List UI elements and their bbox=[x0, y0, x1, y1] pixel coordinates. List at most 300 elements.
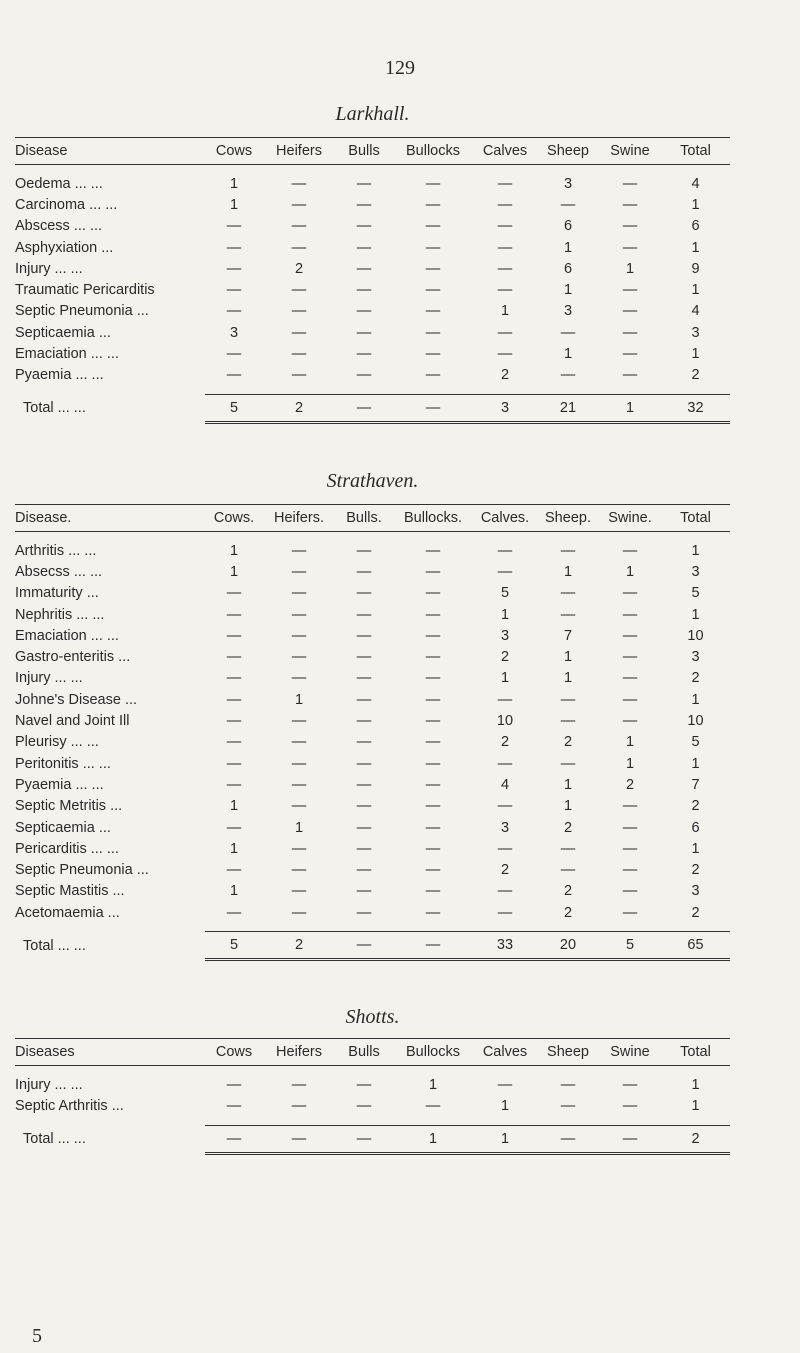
disease-name: Septic Pneumonia ... bbox=[15, 303, 149, 320]
disease-name: Pericarditis ... ... bbox=[15, 840, 119, 857]
cell-value: 10 bbox=[687, 627, 704, 644]
page-number: 129 bbox=[385, 57, 415, 79]
table-row bbox=[15, 881, 730, 902]
cell-value: — bbox=[291, 1076, 307, 1093]
cell-value: — bbox=[226, 239, 242, 256]
cell-value: 6 bbox=[563, 260, 573, 277]
cell-value: — bbox=[356, 649, 372, 666]
cell-value: — bbox=[226, 1097, 242, 1114]
cell-value: — bbox=[226, 776, 242, 793]
cell-value: — bbox=[226, 1076, 242, 1093]
cell-value: — bbox=[622, 1097, 638, 1114]
cell-value: — bbox=[425, 260, 441, 277]
cell-value: — bbox=[497, 218, 513, 235]
table-row bbox=[15, 301, 730, 322]
cell-value: — bbox=[356, 776, 372, 793]
cell-value: — bbox=[425, 670, 441, 687]
cell-value: 1 bbox=[294, 819, 304, 836]
cell-value: — bbox=[226, 218, 242, 235]
cell-value: — bbox=[622, 367, 638, 384]
total-value: — bbox=[599, 1125, 661, 1153]
spacer-cell bbox=[15, 923, 730, 932]
cell-value: — bbox=[425, 776, 441, 793]
header-column: Sheep bbox=[537, 138, 599, 165]
cell-value: 2 bbox=[691, 798, 700, 815]
total-value: — bbox=[335, 1125, 393, 1153]
cell-value: — bbox=[622, 627, 638, 644]
cell-value: — bbox=[560, 713, 576, 730]
cell-value: — bbox=[425, 542, 441, 559]
cell-value: — bbox=[497, 282, 513, 299]
total-value: 21 bbox=[537, 394, 599, 422]
cell-value: 3 bbox=[691, 883, 700, 900]
table-row bbox=[15, 322, 730, 343]
cell-value: 7 bbox=[691, 776, 700, 793]
cell-value: 4 bbox=[500, 776, 510, 793]
cell-value: — bbox=[622, 585, 638, 602]
cell-value: — bbox=[560, 196, 576, 213]
table-row bbox=[15, 838, 730, 859]
disease-name: Pyaemia ... ... bbox=[15, 367, 104, 384]
strathaven-section bbox=[15, 470, 730, 961]
cell-value: — bbox=[425, 840, 441, 857]
header-column: Swine bbox=[599, 138, 661, 165]
header-column: Bulls. bbox=[335, 505, 393, 532]
cell-value: — bbox=[226, 755, 242, 772]
spacer-cell bbox=[15, 1117, 730, 1126]
cell-value: 2 bbox=[563, 883, 573, 900]
cell-value: 3 bbox=[229, 324, 239, 341]
header-column: Total bbox=[661, 138, 730, 165]
cell-value: — bbox=[356, 542, 372, 559]
cell-value: — bbox=[226, 303, 242, 320]
cell-value: — bbox=[356, 606, 372, 623]
cell-value: — bbox=[291, 734, 307, 751]
total-label: Total ... ... bbox=[23, 1131, 86, 1148]
total-value: — bbox=[335, 932, 393, 960]
cell-value: — bbox=[622, 819, 638, 836]
disease-name: Peritonitis ... ... bbox=[15, 755, 111, 772]
cell-value: 9 bbox=[691, 260, 700, 277]
cell-value: 10 bbox=[496, 713, 514, 730]
cell-value: 1 bbox=[229, 196, 239, 213]
disease-name: Navel and Joint Ill bbox=[15, 713, 130, 730]
cell-value: — bbox=[622, 1076, 638, 1093]
table-row bbox=[15, 165, 730, 195]
cell-value: — bbox=[226, 734, 242, 751]
header-column: Heifers bbox=[263, 138, 335, 165]
header-column: Cows bbox=[205, 138, 263, 165]
disease-name: Septic Mastitis ... bbox=[15, 883, 125, 900]
cell-value: 1 bbox=[500, 1097, 510, 1114]
table-title: Larkhall. bbox=[335, 103, 410, 125]
cell-value: 2 bbox=[563, 734, 573, 751]
cell-value: — bbox=[622, 196, 638, 213]
header-column: Heifers. bbox=[263, 505, 335, 532]
cell-value: — bbox=[622, 713, 638, 730]
total-row bbox=[15, 932, 730, 960]
table-row bbox=[15, 689, 730, 710]
disease-name: Absecss ... ... bbox=[15, 563, 103, 580]
total-value: — bbox=[393, 394, 473, 422]
cell-value: — bbox=[622, 862, 638, 879]
cell-value: — bbox=[425, 218, 441, 235]
cell-value: — bbox=[622, 798, 638, 815]
cell-value: — bbox=[425, 798, 441, 815]
shotts-section bbox=[15, 1006, 730, 1155]
cell-value: 3 bbox=[500, 627, 510, 644]
disease-name: Septic Arthritis ... bbox=[15, 1097, 124, 1114]
table-row bbox=[15, 732, 730, 753]
cell-value: 2 bbox=[500, 649, 510, 666]
cell-value: 2 bbox=[294, 260, 304, 277]
cell-value: — bbox=[291, 649, 307, 666]
cell-value: — bbox=[425, 627, 441, 644]
cell-value: 2 bbox=[563, 904, 573, 921]
cell-value: — bbox=[425, 862, 441, 879]
cell-value: — bbox=[560, 691, 576, 708]
cell-value: — bbox=[425, 175, 441, 192]
cell-value: — bbox=[425, 563, 441, 580]
header-column: Bullocks bbox=[393, 1039, 473, 1066]
cell-value: 4 bbox=[691, 175, 700, 192]
cell-value: — bbox=[622, 218, 638, 235]
cell-value: — bbox=[226, 606, 242, 623]
cell-value: — bbox=[560, 755, 576, 772]
table-row bbox=[15, 817, 730, 838]
cell-value: — bbox=[560, 367, 576, 384]
cell-value: 1 bbox=[625, 734, 635, 751]
header-disease: Disease. bbox=[15, 505, 205, 532]
larkhall-section bbox=[15, 103, 730, 424]
cell-value: — bbox=[622, 606, 638, 623]
header-row bbox=[15, 505, 730, 532]
cell-value: — bbox=[291, 627, 307, 644]
table-row bbox=[15, 753, 730, 774]
cell-value: — bbox=[291, 303, 307, 320]
cell-value: — bbox=[356, 196, 372, 213]
cell-value: — bbox=[291, 563, 307, 580]
cell-value: — bbox=[356, 734, 372, 751]
table-row bbox=[15, 625, 730, 646]
cell-value: — bbox=[622, 904, 638, 921]
total-value: 33 bbox=[473, 932, 537, 960]
cell-value: — bbox=[622, 670, 638, 687]
header-disease: Disease bbox=[15, 138, 205, 165]
header-column: Bullocks. bbox=[393, 505, 473, 532]
header-disease: Diseases bbox=[15, 1039, 205, 1066]
header-column: Swine. bbox=[599, 505, 661, 532]
table-row bbox=[15, 604, 730, 625]
cell-value: — bbox=[291, 862, 307, 879]
cell-value: 2 bbox=[691, 670, 700, 687]
cell-value: 2 bbox=[500, 367, 510, 384]
header-column: Calves bbox=[473, 138, 537, 165]
cell-value: — bbox=[356, 260, 372, 277]
header-column: Cows. bbox=[205, 505, 263, 532]
total-value: 5 bbox=[599, 932, 661, 960]
table-row bbox=[15, 796, 730, 817]
cell-value: 5 bbox=[500, 585, 510, 602]
cell-value: — bbox=[291, 196, 307, 213]
header-column: Calves. bbox=[473, 505, 537, 532]
total-value: — bbox=[205, 1125, 263, 1153]
total-value: — bbox=[393, 932, 473, 960]
cell-value: — bbox=[226, 282, 242, 299]
cell-value: — bbox=[560, 862, 576, 879]
cell-value: 2 bbox=[500, 734, 510, 751]
cell-value: — bbox=[497, 755, 513, 772]
header-column: Calves bbox=[473, 1039, 537, 1066]
cell-value: — bbox=[425, 606, 441, 623]
header-column: Bullocks bbox=[393, 138, 473, 165]
table-row bbox=[15, 774, 730, 795]
cell-value: — bbox=[226, 819, 242, 836]
cell-value: 1 bbox=[229, 840, 239, 857]
cell-value: — bbox=[356, 346, 372, 363]
cell-value: 1 bbox=[691, 346, 700, 363]
header-column: Sheep bbox=[537, 1039, 599, 1066]
cell-value: 1 bbox=[563, 649, 573, 666]
total-row bbox=[15, 394, 730, 422]
cell-value: — bbox=[425, 713, 441, 730]
cell-value: — bbox=[291, 840, 307, 857]
disease-name: Septicaemia ... bbox=[15, 324, 111, 341]
table-row bbox=[15, 194, 730, 215]
cell-value: 1 bbox=[691, 196, 700, 213]
table-row bbox=[15, 216, 730, 237]
cell-value: — bbox=[497, 324, 513, 341]
cell-value: — bbox=[356, 218, 372, 235]
cell-value: 6 bbox=[563, 218, 573, 235]
table-title: Shotts. bbox=[345, 1006, 400, 1028]
cell-value: — bbox=[291, 606, 307, 623]
total-value: 1 bbox=[599, 394, 661, 422]
cell-value: 2 bbox=[563, 819, 573, 836]
cell-value: 1 bbox=[691, 282, 700, 299]
table-row bbox=[15, 237, 730, 258]
cell-value: 1 bbox=[691, 755, 700, 772]
disease-name: Pleurisy ... ... bbox=[15, 734, 99, 751]
cell-value: 1 bbox=[229, 563, 239, 580]
cell-value: — bbox=[226, 649, 242, 666]
cell-value: — bbox=[356, 627, 372, 644]
disease-name: Injury ... ... bbox=[15, 1076, 83, 1093]
cell-value: — bbox=[226, 670, 242, 687]
cell-value: — bbox=[560, 1097, 576, 1114]
header-row bbox=[15, 138, 730, 165]
cell-value: — bbox=[497, 1076, 513, 1093]
total-value: — bbox=[537, 1125, 599, 1153]
cell-value: 1 bbox=[229, 883, 239, 900]
disease-name: Gastro-enteritis ... bbox=[15, 649, 131, 666]
cell-value: — bbox=[622, 691, 638, 708]
cell-value: 1 bbox=[229, 175, 239, 192]
cell-value: — bbox=[425, 367, 441, 384]
cell-value: — bbox=[291, 175, 307, 192]
cell-value: — bbox=[291, 367, 307, 384]
cell-value: — bbox=[622, 346, 638, 363]
header-column: Bulls bbox=[335, 138, 393, 165]
cell-value: 1 bbox=[691, 606, 700, 623]
cell-value: — bbox=[291, 282, 307, 299]
spacer-cell bbox=[15, 386, 730, 395]
cell-value: 2 bbox=[691, 862, 700, 879]
cell-value: — bbox=[425, 904, 441, 921]
cell-value: — bbox=[356, 1076, 372, 1093]
cell-value: — bbox=[356, 324, 372, 341]
total-value: 65 bbox=[661, 932, 730, 960]
cell-value: — bbox=[356, 883, 372, 900]
table-row bbox=[15, 365, 730, 386]
cell-value: — bbox=[356, 904, 372, 921]
disease-name: Emaciation ... ... bbox=[15, 346, 119, 363]
cell-value: — bbox=[497, 883, 513, 900]
spacer-row bbox=[15, 1117, 730, 1126]
cell-value: — bbox=[497, 239, 513, 256]
cell-value: 1 bbox=[563, 563, 573, 580]
total-value: — bbox=[335, 394, 393, 422]
cell-value: 1 bbox=[229, 798, 239, 815]
header-column: Bulls bbox=[335, 1039, 393, 1066]
cell-value: — bbox=[226, 367, 242, 384]
cell-value: — bbox=[497, 175, 513, 192]
cell-value: — bbox=[356, 755, 372, 772]
disease-name: Septicaemia ... bbox=[15, 819, 111, 836]
cell-value: 1 bbox=[691, 1097, 700, 1114]
total-value: 2 bbox=[263, 932, 335, 960]
cell-value: — bbox=[356, 282, 372, 299]
spacer-row bbox=[15, 386, 730, 395]
disease-name: Asphyxiation ... bbox=[15, 239, 114, 256]
cell-value: 3 bbox=[563, 303, 573, 320]
disease-name: Injury ... ... bbox=[15, 260, 83, 277]
cell-value: — bbox=[356, 670, 372, 687]
table-row bbox=[15, 532, 730, 562]
table-row bbox=[15, 258, 730, 279]
disease-name: Immaturity ... bbox=[15, 585, 99, 602]
cell-value: — bbox=[497, 563, 513, 580]
cell-value: 3 bbox=[691, 649, 700, 666]
cell-value: 1 bbox=[428, 1076, 438, 1093]
cell-value: — bbox=[291, 1097, 307, 1114]
disease-name: Emaciation ... ... bbox=[15, 627, 119, 644]
header-row bbox=[15, 1039, 730, 1066]
table-row bbox=[15, 561, 730, 582]
table-row bbox=[15, 1095, 730, 1116]
cell-value: — bbox=[560, 606, 576, 623]
cell-value: — bbox=[497, 260, 513, 277]
cell-value: — bbox=[291, 324, 307, 341]
total-label: Total ... ... bbox=[23, 937, 86, 954]
total-value: 20 bbox=[537, 932, 599, 960]
cell-value: — bbox=[226, 346, 242, 363]
cell-value: — bbox=[425, 324, 441, 341]
disease-name: Johne's Disease ... bbox=[15, 691, 138, 708]
header-column: Swine bbox=[599, 1039, 661, 1066]
disease-table bbox=[15, 1038, 730, 1155]
disease-name: Arthritis ... ... bbox=[15, 542, 97, 559]
cell-value: 1 bbox=[691, 691, 700, 708]
cell-value: — bbox=[356, 1097, 372, 1114]
table-row bbox=[15, 902, 730, 923]
table-row bbox=[15, 668, 730, 689]
disease-name: Abscess ... ... bbox=[15, 218, 103, 235]
disease-name: Pyaemia ... ... bbox=[15, 776, 104, 793]
cell-value: — bbox=[356, 819, 372, 836]
header-column: Sheep. bbox=[537, 505, 599, 532]
cell-value: — bbox=[291, 542, 307, 559]
cell-value: — bbox=[425, 346, 441, 363]
cell-value: — bbox=[425, 282, 441, 299]
cell-value: — bbox=[622, 649, 638, 666]
disease-name: Nephritis ... ... bbox=[15, 606, 105, 623]
header-column: Cows bbox=[205, 1039, 263, 1066]
cell-value: — bbox=[425, 303, 441, 320]
cell-value: 2 bbox=[691, 367, 700, 384]
cell-value: — bbox=[497, 542, 513, 559]
cell-value: 6 bbox=[691, 819, 700, 836]
cell-value: — bbox=[291, 904, 307, 921]
table-row bbox=[15, 646, 730, 667]
table-row bbox=[15, 710, 730, 731]
cell-value: — bbox=[560, 324, 576, 341]
cell-value: — bbox=[291, 670, 307, 687]
cell-value: 1 bbox=[625, 563, 635, 580]
cell-value: — bbox=[497, 798, 513, 815]
cell-value: — bbox=[425, 1097, 441, 1114]
cell-value: — bbox=[425, 755, 441, 772]
cell-value: 1 bbox=[691, 239, 700, 256]
total-value: 5 bbox=[205, 932, 263, 960]
cell-value: 1 bbox=[563, 776, 573, 793]
cell-value: 1 bbox=[625, 260, 635, 277]
cell-value: — bbox=[356, 840, 372, 857]
total-row bbox=[15, 1125, 730, 1153]
cell-value: — bbox=[622, 303, 638, 320]
disease-name: Septic Pneumonia ... bbox=[15, 862, 149, 879]
cell-value: — bbox=[425, 585, 441, 602]
cell-value: 1 bbox=[691, 542, 700, 559]
cell-value: — bbox=[226, 904, 242, 921]
total-value: 3 bbox=[473, 394, 537, 422]
cell-value: 1 bbox=[500, 303, 510, 320]
cell-value: — bbox=[497, 840, 513, 857]
disease-name: Oedema ... ... bbox=[15, 175, 103, 192]
cell-value: — bbox=[497, 691, 513, 708]
cell-value: — bbox=[226, 585, 242, 602]
cell-value: — bbox=[560, 1076, 576, 1093]
cell-value: 6 bbox=[691, 218, 700, 235]
disease-name: Acetomaemia ... bbox=[15, 904, 120, 921]
table-title: Strathaven. bbox=[326, 470, 419, 492]
table-row bbox=[15, 859, 730, 880]
cell-value: — bbox=[622, 542, 638, 559]
cell-value: 1 bbox=[691, 840, 700, 857]
cell-value: — bbox=[356, 367, 372, 384]
cell-value: — bbox=[356, 862, 372, 879]
cell-value: 2 bbox=[625, 776, 635, 793]
cell-value: — bbox=[356, 691, 372, 708]
cell-value: — bbox=[226, 260, 242, 277]
cell-value: — bbox=[425, 239, 441, 256]
total-value: 32 bbox=[661, 394, 730, 422]
cell-value: 5 bbox=[691, 585, 700, 602]
cell-value: — bbox=[622, 175, 638, 192]
cell-value: 1 bbox=[691, 1076, 700, 1093]
cell-value: — bbox=[425, 883, 441, 900]
cell-value: 3 bbox=[563, 175, 573, 192]
